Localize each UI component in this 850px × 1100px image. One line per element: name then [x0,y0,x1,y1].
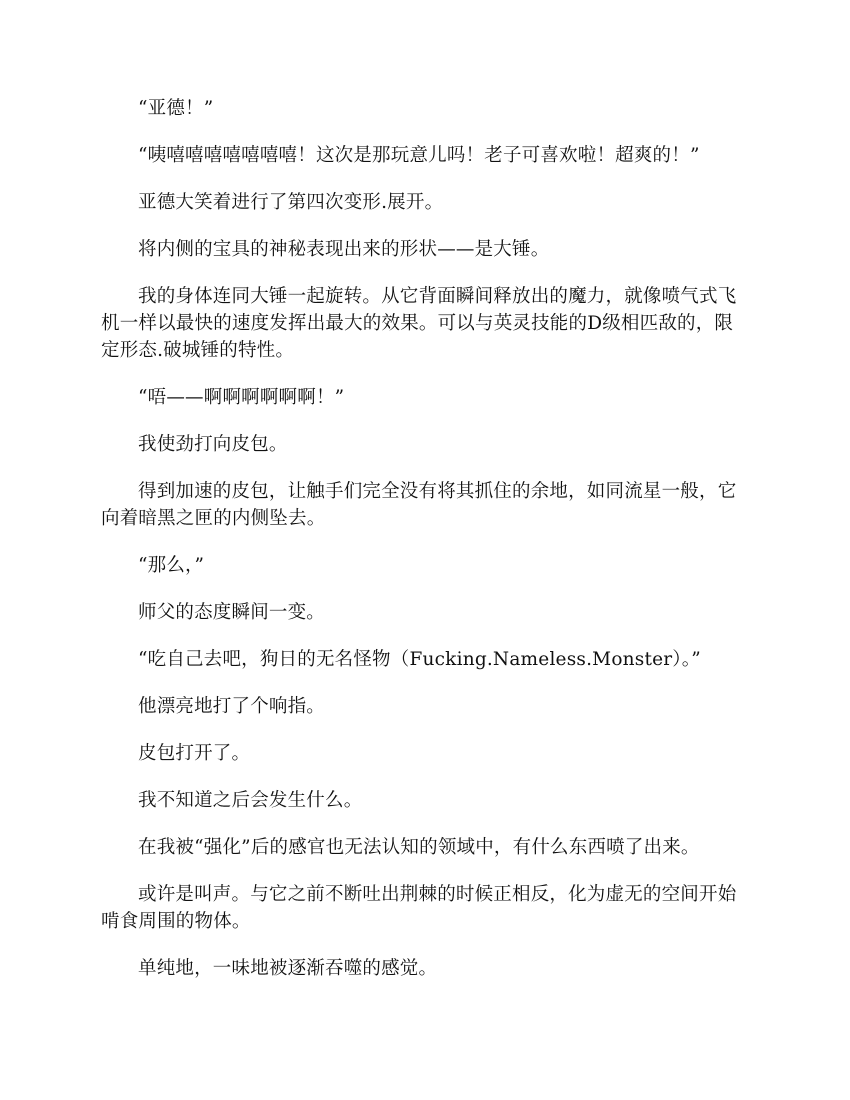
paragraph: “亚德！” [138,98,214,119]
paragraph: 我不知道之后会发生什么。 [138,790,363,811]
paragraph: 我使劲打向皮包。 [138,434,288,455]
paragraph: 将内侧的宝具的神秘表现出来的形状——是大锤。 [138,239,550,260]
paragraph: “吃自己去吧，狗日的无名怪物（Fucking.Nameless.Monster）。” [138,649,701,670]
paragraph: 或许是叫声。与它之前不断吐出荆棘的时候正相反，化为虚无的空间开始啃食周围的物体。 [101,884,737,932]
paragraph: 他漂亮地打了个响指。 [138,696,326,717]
paragraph: 亚德大笑着进行了第四次变形.展开。 [138,192,444,213]
document-body [101,95,749,1002]
paragraph: 得到加速的皮包，让触手们完全没有将其抓住的余地，如同流星一般，它向着暗黑之匣的内侧坠去。 [101,481,737,529]
paragraph: 我的身体连同大锤一起旋转。从它背面瞬间释放出的魔力，就像喷气式飞机一样以最快的速度发挥出最大的效果。可以与英灵技能的D级相匹敌的，限定形态.破城锤的特性。 [101,286,737,361]
paragraph: “那么，” [138,555,205,576]
paragraph: “唔——啊啊啊啊啊啊！” [138,387,345,408]
paragraph: “咦嘻嘻嘻嘻嘻嘻嘻！这次是那玩意儿吗！老子可喜欢啦！超爽的！” [138,145,700,166]
paragraph: 在我被“强化”后的感官也无法认知的领域中，有什么东西喷了出来。 [138,837,700,858]
paragraph: 师父的态度瞬间一变。 [138,602,326,623]
paragraph: 单纯地，一味地被逐渐吞噬的感觉。 [138,958,438,979]
paragraph: 皮包打开了。 [138,743,251,764]
